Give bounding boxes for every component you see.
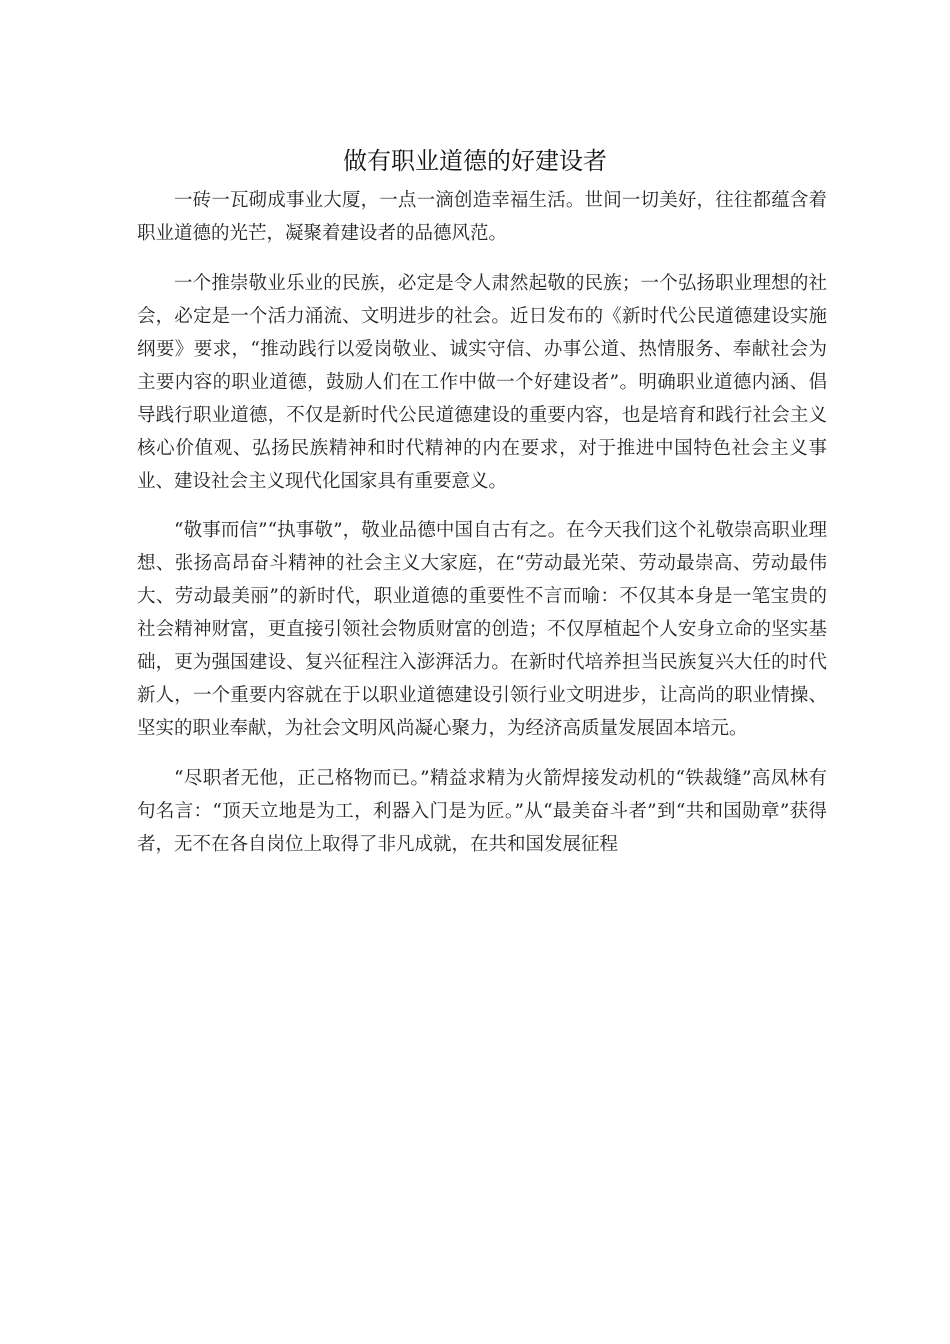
document-title: 做有职业道德的好建设者 bbox=[343, 147, 607, 175]
paragraph: 一砖一瓦砌成事业大厦，一点一滴创造幸福生活。世间一切美好，往往都蕴含着职业道德的光芒，凝聚着建设者的品德风范。 bbox=[137, 190, 827, 244]
paragraph: “尽职者无他，正己格物而已。”精益求精为火箭焊接发动机的“铁裁缝”高凤林有句名言：“顶天立地是为工，利器入门是为匠。”从“最美奋斗者”到“共和国勋章”获得者，无不在各自岗位上取得了非凡成就，在共和国发展征程 bbox=[137, 767, 827, 855]
document-body bbox=[137, 184, 827, 877]
paragraph: 一个推崇敬业乐业的民族，必定是令人肃然起敬的民族；一个弘扬职业理想的社会，必定是一个活力涌流、文明进步的社会。近日发布的《新时代公民道德建设实施纲要》要求，“推动践行以爱岗敬业、诚实守信、办事公道、热情服务、奉献社会为主要内容的职业道德，鼓励人们在工作中做一个好建设者”。明确职业道德内涵、倡导践行职业道德，不仅是新时代公民道德建设的重要内容，也是培育和践行社会主义核心价值观、弘扬民族精神和时代精神的内在要求，对于推进中国特色社会主义事业、建设社会主义现代化国家具有重要意义。 bbox=[137, 272, 827, 492]
paragraph: “敬事而信”“执事敬”，敬业品德中国自古有之。在今天我们这个礼敬崇高职业理想、张扬高昂奋斗精神的社会主义大家庭，在“劳动最光荣、劳动最崇高、劳动最伟大、劳动最美丽”的新时代，职业道德的重要性不言而喻：不仅其本身是一笔宝贵的社会精神财富，更直接引领社会物质财富的创造；不仅厚植起个人安身立命的坚实基础，更为强国建设、复兴征程注入澎湃活力。在新时代培养担当民族复兴大任的时代新人，一个重要内容就在于以职业道德建设引领行业文明进步，让高尚的职业情操、坚实的职业奉献，为社会文明风尚凝心聚力，为经济高质量发展固本培元。 bbox=[137, 520, 827, 739]
